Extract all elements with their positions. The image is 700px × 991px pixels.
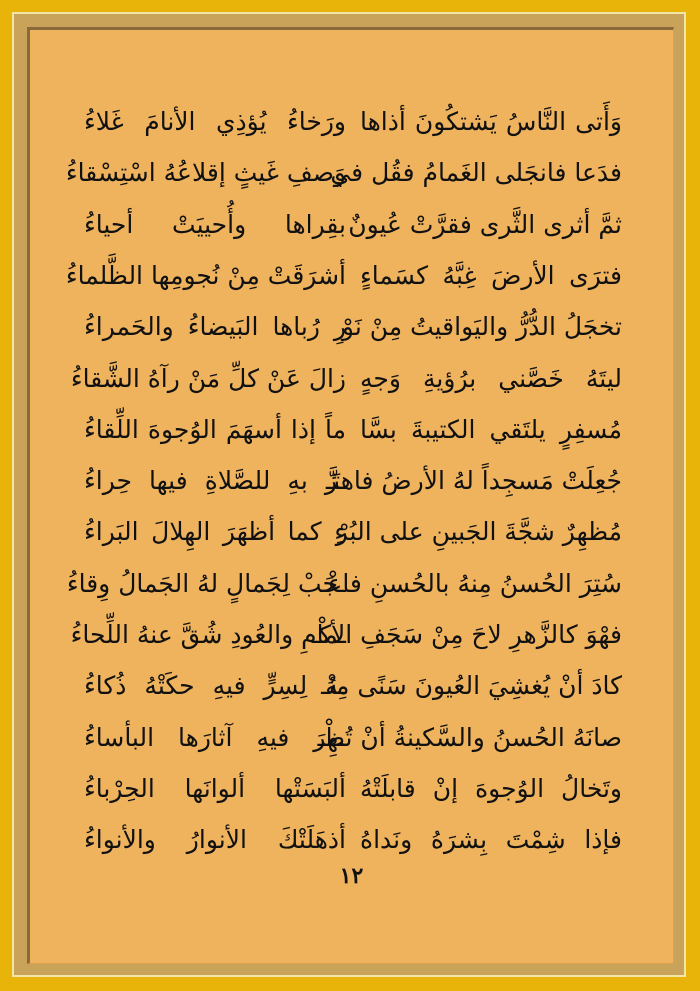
verse-second-hemistich: ـهُ لِسِرٍّ فيهِ حكَتْهُ ذُكاءُ xyxy=(84,671,346,701)
verse-first-hemistich: فدَعا فانجَلى الغَمامُ فقُل في xyxy=(330,158,622,188)
verse-first-hemistich: تخجَلُ الدُّرُّ واليَواقيتُ مِنْ نَوْ xyxy=(341,312,622,342)
verse-second-hemistich: ورَخاءُ يُؤذِي الأنامَ غَلاءُ xyxy=(84,107,346,136)
verse-second-hemistich: ألبَسَتْها ألوانَها الحِرْباءُ xyxy=(84,773,346,803)
verse-line xyxy=(30,666,673,706)
verse-first-hemistich: فهْوَ كالزَّهرِ لاحَ مِنْ سَجَفِ الأكْـ xyxy=(311,620,622,649)
verse-line xyxy=(30,410,673,450)
verse-first-hemistich: مُظهِرٌ شجَّةَ الجَبينِ على البُرْ xyxy=(335,517,622,547)
verse-line xyxy=(30,718,673,758)
verse-second-hemistich: أذهَلَتْكَ الأنوارُ والأنواءُ xyxy=(84,825,346,855)
verse-line xyxy=(30,461,673,501)
verse-line xyxy=(30,615,673,655)
verse-second-hemistich: ـهِرَ فيهِ آثارَها البأساءُ xyxy=(84,722,346,752)
verse-second-hemistich: وَصفِ غَيثٍ إقلاعُهُ اسْتِسْقاءُ xyxy=(65,158,346,188)
verse-line xyxy=(30,205,673,245)
verse-first-hemistich: وَأَتى النَّاسُ يَشتكُونَ أذاها xyxy=(360,107,622,136)
verse-first-hemistich: جُعِلَتْ مَسجِداً لهُ الأرضُ فاهتَـ xyxy=(325,466,622,496)
verse-second-hemistich: زالَ عَنْ كلِّ مَنْ رآهُ الشَّقاءُ xyxy=(70,363,346,393)
verse-line xyxy=(30,512,673,552)
verse-line xyxy=(30,307,673,347)
verse-second-hemistich: ماً إذا أسهَمَ الوُجوهَ اللِّقاءُ xyxy=(84,414,346,444)
verse-first-hemistich: سُتِرَ الحُسنُ مِنهُ بالحُسنِ فاعْـ xyxy=(320,568,622,598)
verse-second-hemistich: ـمامِ والعُودِ شُقَّ عنهُ اللِّحاءُ xyxy=(70,620,346,649)
verse-second-hemistich: ءِ كما أظهَرَ الهِلالَ البَراءُ xyxy=(84,517,346,547)
verse-second-hemistich: أشرَقَتْ مِنْ نُجومِها الظَّلماءُ xyxy=(65,260,346,290)
verse-first-hemistich: مُسفِرٍ يلتَقي الكتيبةَ بسَّا xyxy=(360,414,622,444)
verse-second-hemistich: ـزَّ بهِ للصَّلاةِ فيها حِراءُ xyxy=(84,466,346,496)
verse-second-hemistich: ـجَبْ لِجَمالٍ لهُ الجَمالُ وِقاءُ xyxy=(66,568,346,598)
verse-line xyxy=(30,820,673,860)
page-number: ١٢ xyxy=(339,863,364,889)
book-page xyxy=(27,27,674,964)
verse-line xyxy=(30,256,673,296)
verse-first-hemistich: فإذا شِمْتَ بِشرَهُ ونَداهُ xyxy=(360,825,622,855)
verse-first-hemistich: كادَ أنْ يُغشِيَ العُيونَ سَنًى مِنْـ xyxy=(321,671,622,701)
verse-second-hemistich: رِ رُباها البَيضاءُ والحَمراءُ xyxy=(84,312,346,342)
verse-line xyxy=(30,359,673,399)
verse-line xyxy=(30,769,673,809)
verse-line xyxy=(30,102,673,142)
verse-first-hemistich: فترَى الأرضَ غِبَّهُ كسَماءٍ xyxy=(360,260,622,290)
verse-first-hemistich: ليتَهُ خَصَّني برُؤيةِ وَجهٍ xyxy=(360,363,622,393)
verse-second-hemistich: بقِراها وأُحييَتْ أحياءُ xyxy=(84,209,346,239)
verse-first-hemistich: وتَخالُ الوُجوهَ إنْ قابلَتْهُ xyxy=(360,773,622,803)
verse-line xyxy=(30,153,673,193)
verse-line xyxy=(30,564,673,604)
verse-first-hemistich: ثمَّ أثرى الثَّرى فقرَّتْ عُيونٌ xyxy=(348,209,622,239)
verse-first-hemistich: صانَهُ الحُسنُ والسَّكينةُ أنْ تُظْـ xyxy=(317,722,622,752)
